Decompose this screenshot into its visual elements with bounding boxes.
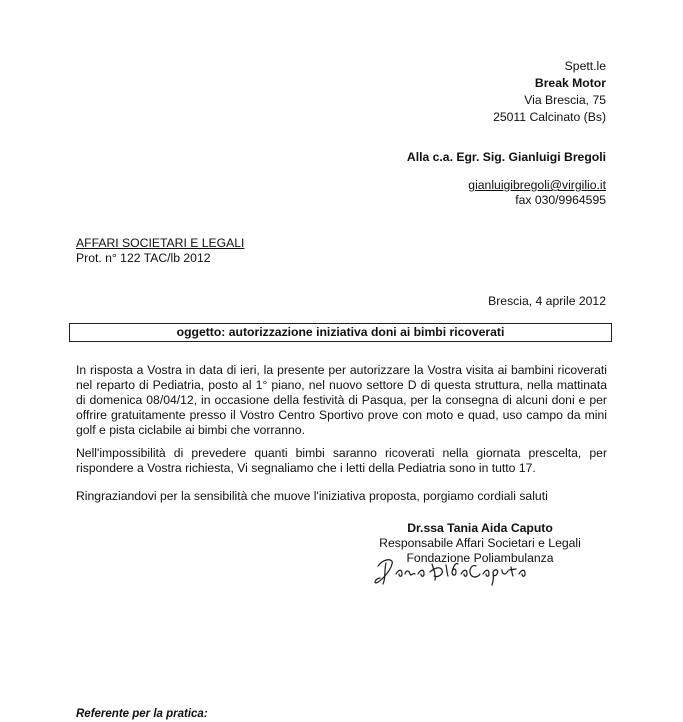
recipient-salutation: Spett.le (564, 59, 606, 73)
protocol-number: Prot. n° 122 TAC/lb 2012 (76, 251, 211, 265)
paragraph-text: Nell'impossibilità di prevedere quanti bimbi saranno ricoverati nella giornata prescelta, per rispondere a Vostra richiesta, Vi segnaliamo che i letti della Pediatria sono in tutto 17. (76, 446, 607, 475)
recipient-company: Break Motor (534, 76, 606, 90)
attention-line: Alla c.a. Egr. Sig. Gianluigi Bregoli (406, 150, 606, 164)
body-paragraph-3 (76, 489, 607, 504)
paragraph-text: In risposta a Vostra in data di ieri, la presente per autorizzare la Vostra visita ai bambini ricoverati nel reparto di Pediatria, posto al 1° piano, nel nuovo settore D di questa struttura, nella mattinata di domenica 08/04/12, in occasione della festività di Pasqua, per la consegna di alcuni doni e per offrire gratuitamente presso il Vostro Centro Sportivo prove con moto e quad, uso campo da mini golf e pista ciclabile ai bimbi che vorranno. (76, 363, 607, 437)
department-block (76, 236, 336, 266)
signatory-organization: Fondazione Poliambulanza (406, 551, 554, 565)
recipient-address (306, 58, 606, 126)
contact-block (306, 178, 606, 208)
subject-box: oggetto: autorizzazione iniziativa doni ai bimbi ricoverati (69, 323, 612, 342)
email-link[interactable]: gianluigibregoli@virgilio.it (468, 178, 606, 192)
department-name: AFFARI SOCIETARI E LEGALI (76, 236, 245, 250)
recipient-city: 25011 Calcinato (Bs) (493, 110, 606, 124)
reference-label: Referente per la pratica: (76, 708, 208, 720)
body-paragraph-2 (76, 446, 607, 476)
handwritten-signature (372, 552, 532, 586)
recipient-street: Via Brescia, 75 (524, 93, 606, 107)
signatory-name: Dr.ssa Tania Aida Caputo (407, 521, 553, 535)
paragraph-text: Ringraziandovi per la sensibilità che muove l'iniziativa proposta, porgiamo cordiali saluti (76, 489, 548, 503)
signatory-role: Responsabile Affari Societari e Legali (379, 536, 581, 550)
letter-date: Brescia, 4 aprile 2012 (488, 294, 606, 308)
fax-number: fax 030/9964595 (515, 193, 606, 207)
body-paragraph-1 (76, 363, 607, 438)
